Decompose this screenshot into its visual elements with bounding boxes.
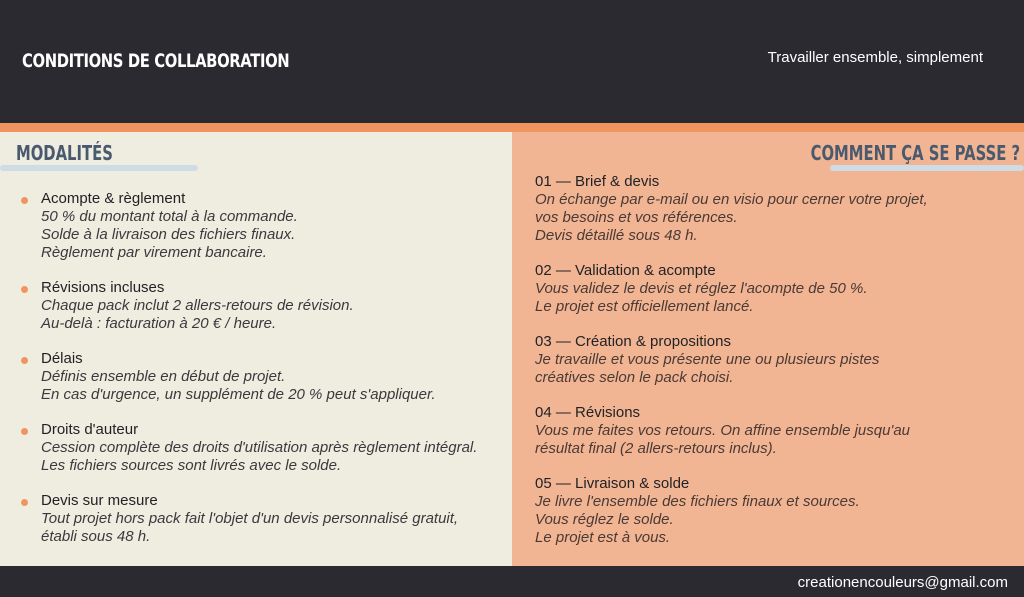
process-step — [535, 475, 1015, 547]
step-detail: Je livre l'ensemble des fichiers finaux et sources. — [535, 493, 860, 510]
bullet-dot-icon — [21, 357, 28, 364]
header-band — [0, 0, 1024, 123]
process-title: COMMENT ÇA SE PASSE ? — [810, 141, 1020, 165]
bullet-dot-icon — [21, 499, 28, 506]
page-title: CONDITIONS DE COLLABORATION — [22, 50, 290, 72]
modalite-item — [0, 492, 512, 546]
bullet-dot-icon — [21, 286, 28, 293]
modalites-list — [0, 190, 512, 563]
step-detail: créatives selon le pack choisi. — [535, 369, 734, 386]
modalites-title: MODALITÉS — [16, 141, 113, 165]
modalite-detail: établi sous 48 h. — [41, 528, 151, 545]
modalites-title-underline — [0, 165, 198, 171]
modalite-detail: 50 % du montant total à la commande. — [41, 208, 298, 225]
page-tagline: Travailler ensemble, simplement — [767, 49, 983, 66]
modalites-panel — [0, 132, 512, 566]
process-step — [535, 173, 1015, 245]
bullet-dot-icon — [21, 428, 28, 435]
step-detail: Le projet est à vous. — [535, 529, 671, 546]
modalite-item — [0, 350, 512, 404]
footer-band — [0, 566, 1024, 597]
step-detail: Vous validez le devis et réglez l'acompte de 50 %. — [535, 280, 868, 297]
step-detail: On échange par e-mail ou en visio pour cerner votre projet, — [535, 191, 928, 208]
accent-bar — [0, 123, 1024, 132]
modalite-title: Droits d'auteur — [41, 421, 139, 438]
process-panel — [512, 132, 1024, 566]
step-title: 05 — Livraison & solde — [535, 475, 690, 492]
contact-email[interactable]: creationencouleurs@gmail.com — [797, 574, 1008, 591]
step-detail: Le projet est officiellement lancé. — [535, 298, 754, 315]
process-step — [535, 404, 1015, 458]
process-title-underline — [830, 165, 1024, 171]
process-step — [535, 333, 1015, 387]
bullet-dot-icon — [21, 197, 28, 204]
modalite-item — [0, 279, 512, 333]
modalite-item — [0, 421, 512, 475]
modalite-title: Acompte & règlement — [41, 190, 186, 207]
modalite-detail: Cession complète des droits d'utilisation après règlement intégral. — [41, 439, 478, 456]
step-title: 01 — Brief & devis — [535, 173, 660, 190]
step-title: 03 — Création & propositions — [535, 333, 731, 350]
modalite-detail: Au-delà : facturation à 20 € / heure. — [41, 315, 277, 332]
modalite-detail: Les fichiers sources sont livrés avec le solde. — [41, 457, 342, 474]
step-title: 02 — Validation & acompte — [535, 262, 716, 279]
step-title: 04 — Révisions — [535, 404, 641, 421]
modalite-detail: Chaque pack inclut 2 allers-retours de révision. — [41, 297, 354, 314]
modalite-detail: Solde à la livraison des fichiers finaux. — [41, 226, 296, 243]
step-detail: Vous réglez le solde. — [535, 511, 674, 528]
step-detail: vos besoins et vos références. — [535, 209, 738, 226]
process-steps — [535, 173, 1015, 564]
step-detail: résultat final (2 allers-retours inclus). — [535, 440, 777, 457]
modalite-title: Révisions incluses — [41, 279, 165, 296]
modalite-detail: Définis ensemble en début de projet. — [41, 368, 286, 385]
modalite-title: Devis sur mesure — [41, 492, 158, 509]
process-step — [535, 262, 1015, 316]
modalite-title: Délais — [41, 350, 83, 367]
modalite-item — [0, 190, 512, 262]
modalite-detail: Règlement par virement bancaire. — [41, 244, 267, 261]
modalite-detail: En cas d'urgence, un supplément de 20 % peut s'appliquer. — [41, 386, 436, 403]
modalite-detail: Tout projet hors pack fait l'objet d'un devis personnalisé gratuit, — [41, 510, 459, 527]
step-detail: Je travaille et vous présente une ou plusieurs pistes — [535, 351, 880, 368]
step-detail: Devis détaillé sous 48 h. — [535, 227, 698, 244]
step-detail: Vous me faites vos retours. On affine ensemble jusqu'au — [535, 422, 911, 439]
